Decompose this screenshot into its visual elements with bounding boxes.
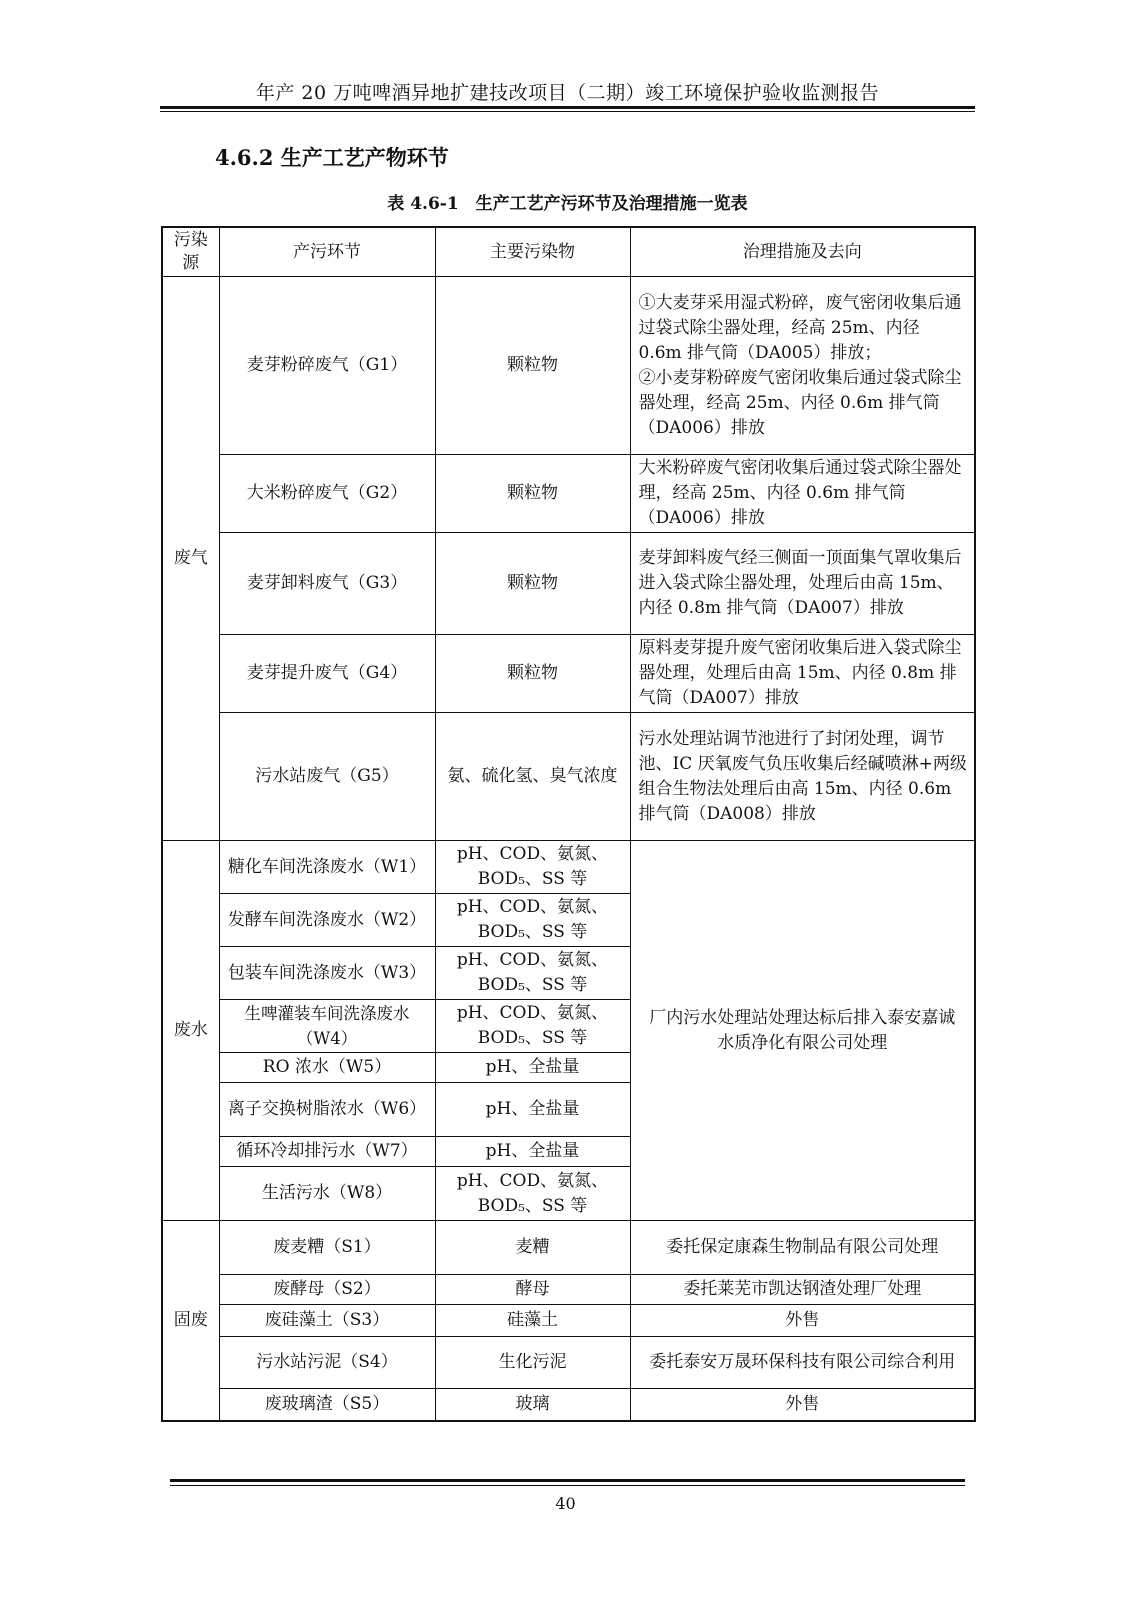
cell-pollutant: pH、全盐量: [435, 1053, 630, 1083]
table-row: [162, 1221, 975, 1275]
cell-pollutant: pH、COD、氨氮、BOD₅、SS 等: [435, 1000, 630, 1053]
cell-measure: [630, 277, 975, 455]
cell-link: 污水站污泥（S4）: [219, 1337, 435, 1389]
cell-pollutant: 颗粒物: [435, 533, 630, 635]
cell-link: 麦芽卸料废气（G3）: [219, 533, 435, 635]
footer-rule-thin: [170, 1485, 965, 1486]
measure-item-2: ②小麦芽粉碎废气密闭收集后通过袋式除尘器处理，经高 25m、内径 0.6m 排气筒（DA006）排放: [638, 367, 962, 438]
cell-link: 离子交换树脂浓水（W6）: [219, 1083, 435, 1137]
table-row: [162, 1305, 975, 1337]
cell-link: 废酵母（S2）: [219, 1275, 435, 1305]
table-row: [162, 277, 975, 455]
cell-measure: 原料麦芽提升废气密闭收集后进入袋式除尘器处理，处理后由高 15m、内径 0.8m 排气筒（DA007）排放: [630, 635, 975, 713]
cell-pollutant: pH、COD、氨氮、BOD₅、SS 等: [435, 1167, 630, 1221]
header-source: 污染源: [162, 227, 219, 277]
cell-pollutant: 生化污泥: [435, 1337, 630, 1389]
table-row: [162, 841, 975, 894]
cell-link: 麦芽粉碎废气（G1）: [219, 277, 435, 455]
header-rule: [160, 106, 975, 109]
cell-link: 发酵车间洗涤废水（W2）: [219, 894, 435, 947]
category-waste-gas: 废气: [162, 277, 219, 841]
cell-link: 废麦糟（S1）: [219, 1221, 435, 1275]
category-waste-water: 废水: [162, 841, 219, 1221]
page-number: 40: [555, 1494, 576, 1513]
cell-measure-waste-water: 厂内污水处理站处理达标后排入泰安嘉诚水质净化有限公司处理: [630, 841, 975, 1221]
table-row: [162, 1389, 975, 1421]
header-rule-thin: [160, 111, 975, 112]
table-row: [162, 635, 975, 713]
cell-pollutant: pH、COD、氨氮、BOD₅、SS 等: [435, 841, 630, 894]
cell-measure: 麦芽卸料废气经三侧面一顶面集气罩收集后进入袋式除尘器处理，处理后由高 15m、内径 0.8m 排气筒（DA007）排放: [630, 533, 975, 635]
cell-pollutant: pH、全盐量: [435, 1137, 630, 1167]
cell-link: 生啤灌装车间洗涤废水（W4）: [219, 1000, 435, 1053]
cell-pollutant: 玻璃: [435, 1389, 630, 1421]
cell-link: 包装车间洗涤废水（W3）: [219, 947, 435, 1000]
category-solid-waste: 固废: [162, 1221, 219, 1421]
cell-pollutant: 颗粒物: [435, 455, 630, 533]
measure-item-1: ①大麦芽采用湿式粉碎，废气密闭收集后通过袋式除尘器处理，经高 25m、内径 0.6m 排气筒（DA005）排放；: [638, 292, 962, 363]
pollution-table: [161, 226, 976, 1422]
cell-measure: 外售: [630, 1305, 975, 1337]
cell-pollutant: 麦糟: [435, 1221, 630, 1275]
cell-link: 大米粉碎废气（G2）: [219, 455, 435, 533]
cell-pollutant: pH、全盐量: [435, 1083, 630, 1137]
cell-pollutant: 氨、硫化氢、臭气浓度: [435, 713, 630, 841]
table-row: [162, 533, 975, 635]
header-pollutant: 主要污染物: [435, 227, 630, 277]
cell-pollutant: 酵母: [435, 1275, 630, 1305]
table-row: [162, 1337, 975, 1389]
header-link: 产污环节: [219, 227, 435, 277]
table-header-row: [162, 227, 975, 277]
table-row: [162, 1275, 975, 1305]
cell-measure: 委托泰安万晟环保科技有限公司综合利用: [630, 1337, 975, 1389]
table-caption: 表 4.6-1 生产工艺产污环节及治理措施一览表: [387, 194, 748, 214]
section-title: 4.6.2 生产工艺产物环节: [215, 145, 449, 170]
footer-rule: [170, 1479, 965, 1482]
cell-measure: 委托保定康森生物制品有限公司处理: [630, 1221, 975, 1275]
cell-link: 废硅藻土（S3）: [219, 1305, 435, 1337]
cell-measure: 污水处理站调节池进行了封闭处理，调节池、IC 厌氧废气负压收集后经碱喷淋+两级组合生物法处理后由高 15m、内径 0.6m 排气筒（DA008）排放: [630, 713, 975, 841]
page-header: 年产 20 万吨啤酒异地扩建技改项目（二期）竣工环境保护验收监测报告: [255, 82, 880, 104]
cell-link: 循环冷却排污水（W7）: [219, 1137, 435, 1167]
cell-pollutant: 颗粒物: [435, 635, 630, 713]
cell-pollutant: pH、COD、氨氮、BOD₅、SS 等: [435, 894, 630, 947]
cell-link: RO 浓水（W5）: [219, 1053, 435, 1083]
cell-link: 污水站废气（G5）: [219, 713, 435, 841]
cell-pollutant: 硅藻土: [435, 1305, 630, 1337]
header-measure: 治理措施及去向: [630, 227, 975, 277]
cell-pollutant: pH、COD、氨氮、BOD₅、SS 等: [435, 947, 630, 1000]
cell-measure: 大米粉碎废气密闭收集后通过袋式除尘器处理，经高 25m、内径 0.6m 排气筒（DA006）排放: [630, 455, 975, 533]
cell-measure: 外售: [630, 1389, 975, 1421]
cell-link: 废玻璃渣（S5）: [219, 1389, 435, 1421]
cell-link: 麦芽提升废气（G4）: [219, 635, 435, 713]
table-row: [162, 455, 975, 533]
cell-link: 生活污水（W8）: [219, 1167, 435, 1221]
table-row: [162, 713, 975, 841]
cell-measure: 委托莱芜市凯达钢渣处理厂处理: [630, 1275, 975, 1305]
cell-pollutant: 颗粒物: [435, 277, 630, 455]
cell-link: 糖化车间洗涤废水（W1）: [219, 841, 435, 894]
